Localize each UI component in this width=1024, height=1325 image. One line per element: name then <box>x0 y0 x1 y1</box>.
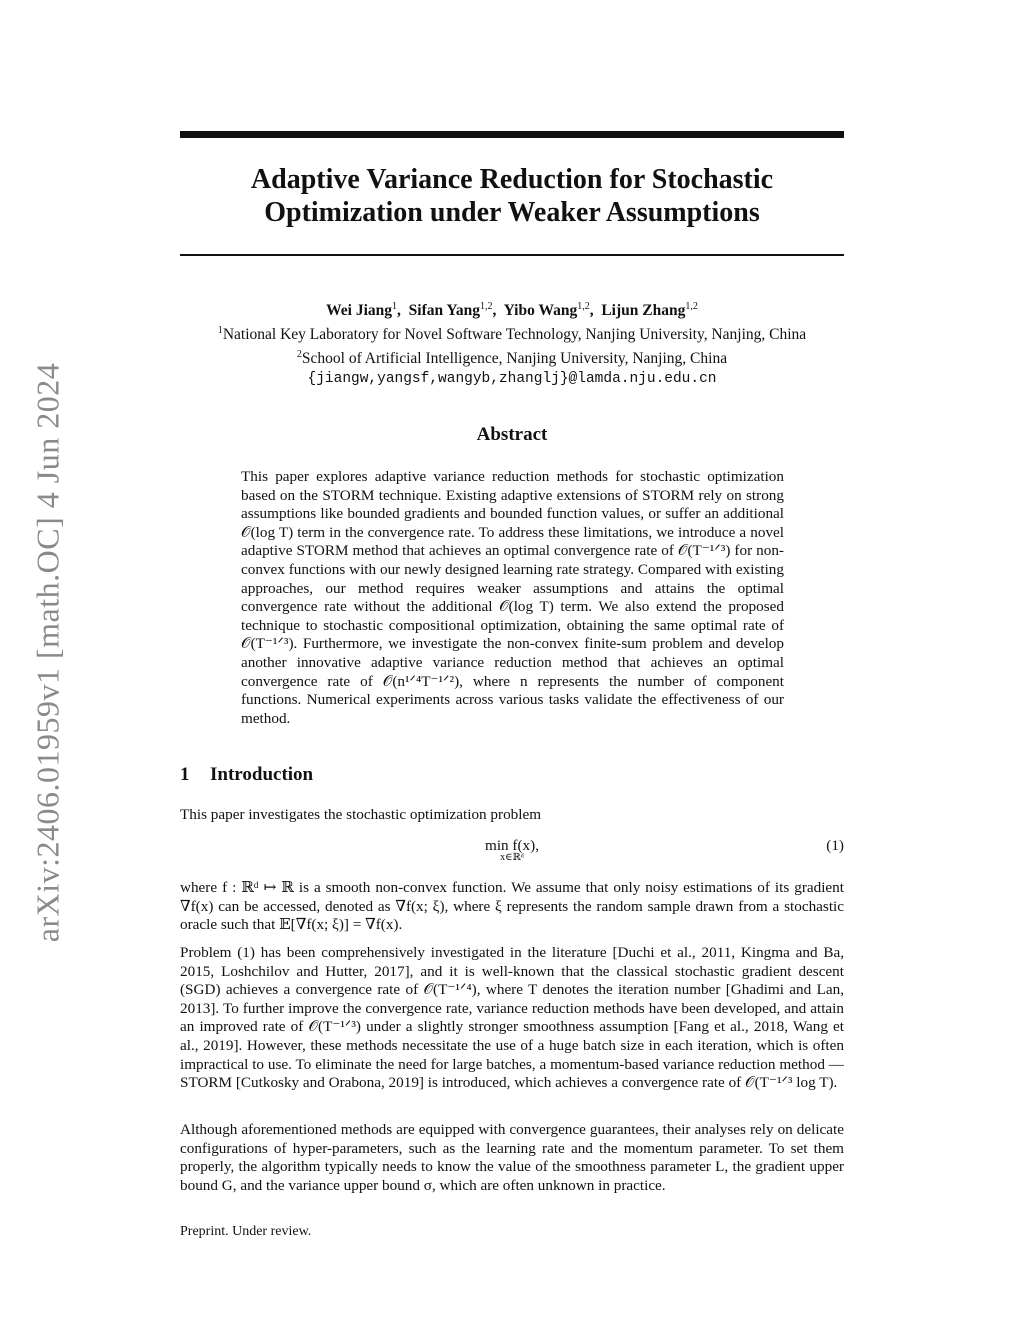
author-emails: {jiangw,yangsf,wangyb,zhanglj}@lamda.nju.edu.cn <box>307 371 717 388</box>
footer-note: Preprint. Under review. <box>180 1224 312 1239</box>
equation-label: (1) <box>826 837 844 854</box>
title-line-1: Adaptive Variance Reduction for Stochastic <box>250 164 774 195</box>
author-affiliation-mark: 1,2 <box>685 301 698 312</box>
author-affiliation-mark: 1 <box>392 301 398 312</box>
intro-paragraph-2: where f : ℝᵈ ↦ ℝ is a smooth non-convex function. We assume that only noisy estimations of its gradient ∇f(x) can be accessed, denoted as ∇f(x; ξ), where ξ represents the random sample drawn from a stochastic oracle such that 𝔼[∇f(x; ξ)] = ∇f(x). <box>180 879 844 934</box>
equation-expression: min f(x), x∈ℝᵈ <box>180 837 844 863</box>
author-name: Yibo Wang <box>503 302 578 320</box>
title-top-rule <box>180 131 844 138</box>
abstract-heading: Abstract <box>476 424 548 445</box>
abstract-text: This paper explores adaptive variance reduction methods for stochastic optimization based on the STORM technique. Existing adaptive extensions of STORM rely on strong assumptions like bounded gradients and bounded function values, or suffer an additional 𝒪(log T) term in the convergence rate. To address these limitations, we introduce a novel adaptive STORM method that achieves an optimal convergence rate of 𝒪(T⁻¹ᐟ³) for non-convex functions with our newly designed learning rate strategy. Compared with existing approaches, our method requires weaker assumptions and attains the optimal convergence rate without the additional 𝒪(log T) term. We also extend the proposed technique to stochastic compositional optimization, obtaining the same optimal rate of 𝒪(T⁻¹ᐟ³). Furthermore, we investigate the non-convex finite-sum problem and develop another innovative adaptive variance reduction method that achieves an optimal convergence rate of 𝒪(n¹ᐟ⁴T⁻¹ᐟ²), where n represents the number of component functions. Numerical experiments across various tasks validate the effectiveness of our method. <box>241 468 784 727</box>
intro-paragraph-4: Although aforementioned methods are equipped with convergence guarantees, their analyses rely on delicate configurations of hyper-parameters, such as the learning rate and the momentum parameter. To set them properly, the algorithm typically needs to know the value of the smoothness parameter L, the gradient upper bound G, and the variance upper bound σ, which are often unknown in practice. <box>180 1121 844 1194</box>
section-heading-introduction <box>180 764 313 786</box>
affiliation-1: $^1$National Key Laboratory for Novel Software Technology, Nanjing University, Nanjing, China <box>217 325 807 344</box>
section-title: Introduction <box>210 764 314 785</box>
equation-1 <box>180 837 844 867</box>
author-affiliation-mark: 1,2 <box>480 301 493 312</box>
title-line-2: Optimization under Weaker Assumptions <box>264 197 760 228</box>
author-affiliation-mark: 1,2 <box>577 301 590 312</box>
arxiv-id: arXiv:2406.01959v1 [math.OC] 4 Jun 2024 <box>29 362 66 943</box>
intro-paragraph-1: This paper investigates the stochastic optimization problem <box>180 806 542 823</box>
equation-subscript: x∈ℝᵈ <box>500 852 524 863</box>
title-bottom-rule <box>180 254 844 256</box>
author-name: Lijun Zhang <box>601 302 686 320</box>
author-name: Sifan Yang <box>408 302 480 320</box>
section-number: 1 <box>180 764 190 785</box>
author-name: Wei Jiang <box>326 302 393 320</box>
affiliation-2: $^2$School of Artificial Intelligence, Nanjing University, Nanjing, China <box>296 349 728 368</box>
author-block <box>150 297 874 389</box>
author-names: Wei Jiang$^1$, Sifan Yang$^{1,2}$, Yibo Wang$^{1,2}$, Lijun Zhang$^{1,2}$ <box>326 301 698 320</box>
paper-title <box>180 163 844 229</box>
intro-paragraph-3: Problem (1) has been comprehensively investigated in the literature [Duchi et al., 2011, Kingma and Ba, 2015, Loshchilov and Hutter, 2017], and it is well-known that the classical stochastic gradient descent (SGD) achieves a convergence rate of 𝒪(T⁻¹ᐟ⁴), where T denotes the iteration number [Ghadimi and Lan, 2013]. To further improve the convergence rate, variance reduction methods have been developed, and attain an improved rate of 𝒪(T⁻¹ᐟ³) under a slightly stronger smoothness assumption [Fang et al., 2018, Wang et al., 2019]. However, these methods necessitate the use of a huge batch size in each iteration, which is often impractical to use. To eliminate the need for large batches, a momentum-based variance reduction method — STORM [Cutkosky and Orabona, 2019] is introduced, which achieves a convergence rate of 𝒪(T⁻¹ᐟ³ log T). <box>180 944 844 1092</box>
